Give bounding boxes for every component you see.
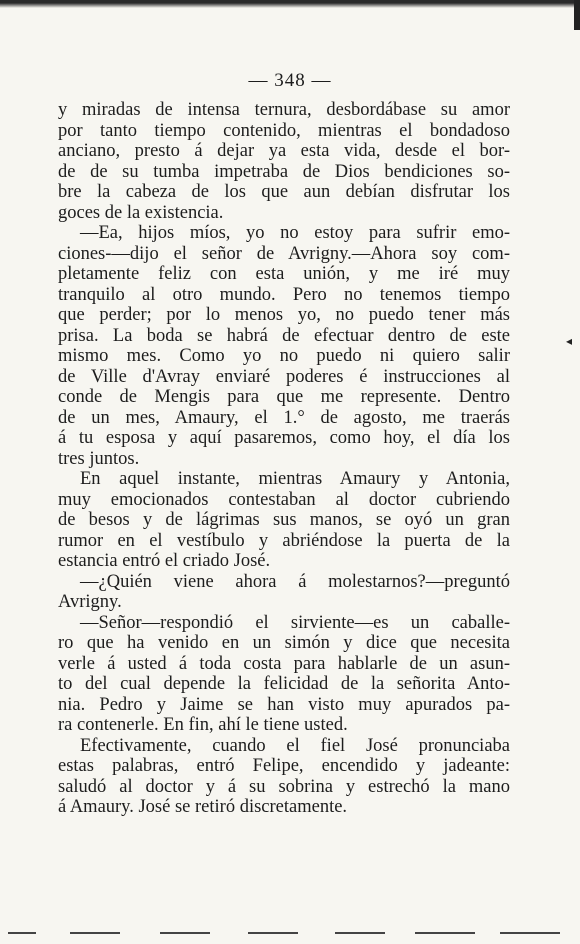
text-line: pletamente feliz con esta unión, y me iré muy — [58, 264, 510, 284]
text-line: rumor en el vestíbulo y abriéndose la puerta de la — [58, 530, 510, 551]
text-line: de un mes, Amaury, el 1.° de agosto, me traerás — [58, 407, 510, 428]
text-line: verle á usted á toda costa para hablarle de un asun- — [58, 653, 510, 674]
scan-dash — [70, 932, 120, 934]
text-line: mismo mes. Como yo no puedo ni quiero salir — [58, 346, 510, 366]
scan-dash — [335, 932, 385, 934]
text-line: anciano, presto á dejar ya esta vida, desde el bor- — [58, 141, 510, 161]
page-number: — 348 — — [248, 70, 332, 91]
page-corner-mark — [574, 0, 580, 30]
text-line: estancia entró el criado José. — [58, 551, 271, 571]
scan-dash — [415, 932, 475, 934]
scan-dash — [160, 932, 210, 934]
text-line: ciones-—dijo el señor de Avrigny.—Ahora soy com- — [58, 243, 510, 264]
scan-dash — [500, 932, 560, 934]
top-edge-rule — [0, 0, 580, 8]
text-line: En aquel instante, mientras Amaury y Antonia, — [80, 469, 510, 489]
text-line: tres juntos. — [58, 448, 140, 469]
text-line: muy emocionados contestaban al doctor cubriendo — [58, 489, 510, 510]
scan-dash — [8, 932, 36, 934]
text-line: por tanto tiempo contenido, mientras el bondadoso — [58, 120, 510, 141]
text-line: nia. Pedro y Jaime se han visto muy apurados pa- — [58, 694, 510, 715]
text-line: saludó al doctor y á su sobrina y estrechó la mano — [58, 776, 510, 797]
body-text — [58, 100, 510, 818]
text-line: goces de la existencia. — [58, 202, 224, 223]
text-line: á Amaury. José se retiró discretamente. — [58, 797, 348, 817]
text-line: estas palabras, entró Felipe, encendido y jadeante: — [58, 756, 510, 776]
text-line: tranquilo al otro mundo. Pero no tenemos tiempo — [58, 284, 510, 305]
text-line: to del cual depende la felicidad de la señorita Anto- — [58, 674, 510, 694]
margin-arrow-icon: ◂ — [566, 334, 573, 348]
text-line: —Ea, hijos míos, yo no estoy para sufrir emo- — [80, 223, 510, 243]
text-line: y miradas de intensa ternura, desbordábase su amor — [58, 100, 510, 120]
scan-dash — [248, 932, 298, 934]
bottom-scan-marks — [0, 932, 580, 936]
text-line: ra contenerle. En fin, ahí le tiene usted. — [58, 715, 348, 735]
text-line: prisa. La boda se habrá de efectuar dentro de este — [58, 325, 510, 346]
text-line: de de su tumba impetraba de Dios bendiciones so- — [58, 161, 510, 182]
text-line: —¿Quién viene ahora á molestarnos?—preguntó — [80, 571, 510, 592]
text-line: á tu esposa y aquí pasaremos, como hoy, el día los — [58, 428, 510, 448]
text-line: —Señor—respondió el sirviente—es un caballe- — [80, 612, 510, 633]
text-line: ro que ha venido en un simón y dice que necesita — [58, 633, 510, 653]
text-line: de besos y de lágrimas sus manos, se oyó un gran — [58, 510, 510, 530]
text-line: Avrigny. — [58, 592, 122, 612]
text-line: Efectivamente, cuando el fiel José pronunciaba — [80, 735, 510, 756]
text-line: bre la cabeza de los que aun debían disfrutar los — [58, 182, 510, 202]
text-line: conde de Mengis para que me represente. Dentro — [58, 387, 510, 407]
text-line: de Ville d'Avray enviaré poderes é instrucciones al — [58, 366, 510, 387]
text-line: que perder; por lo menos yo, no puedo tener más — [58, 305, 510, 325]
